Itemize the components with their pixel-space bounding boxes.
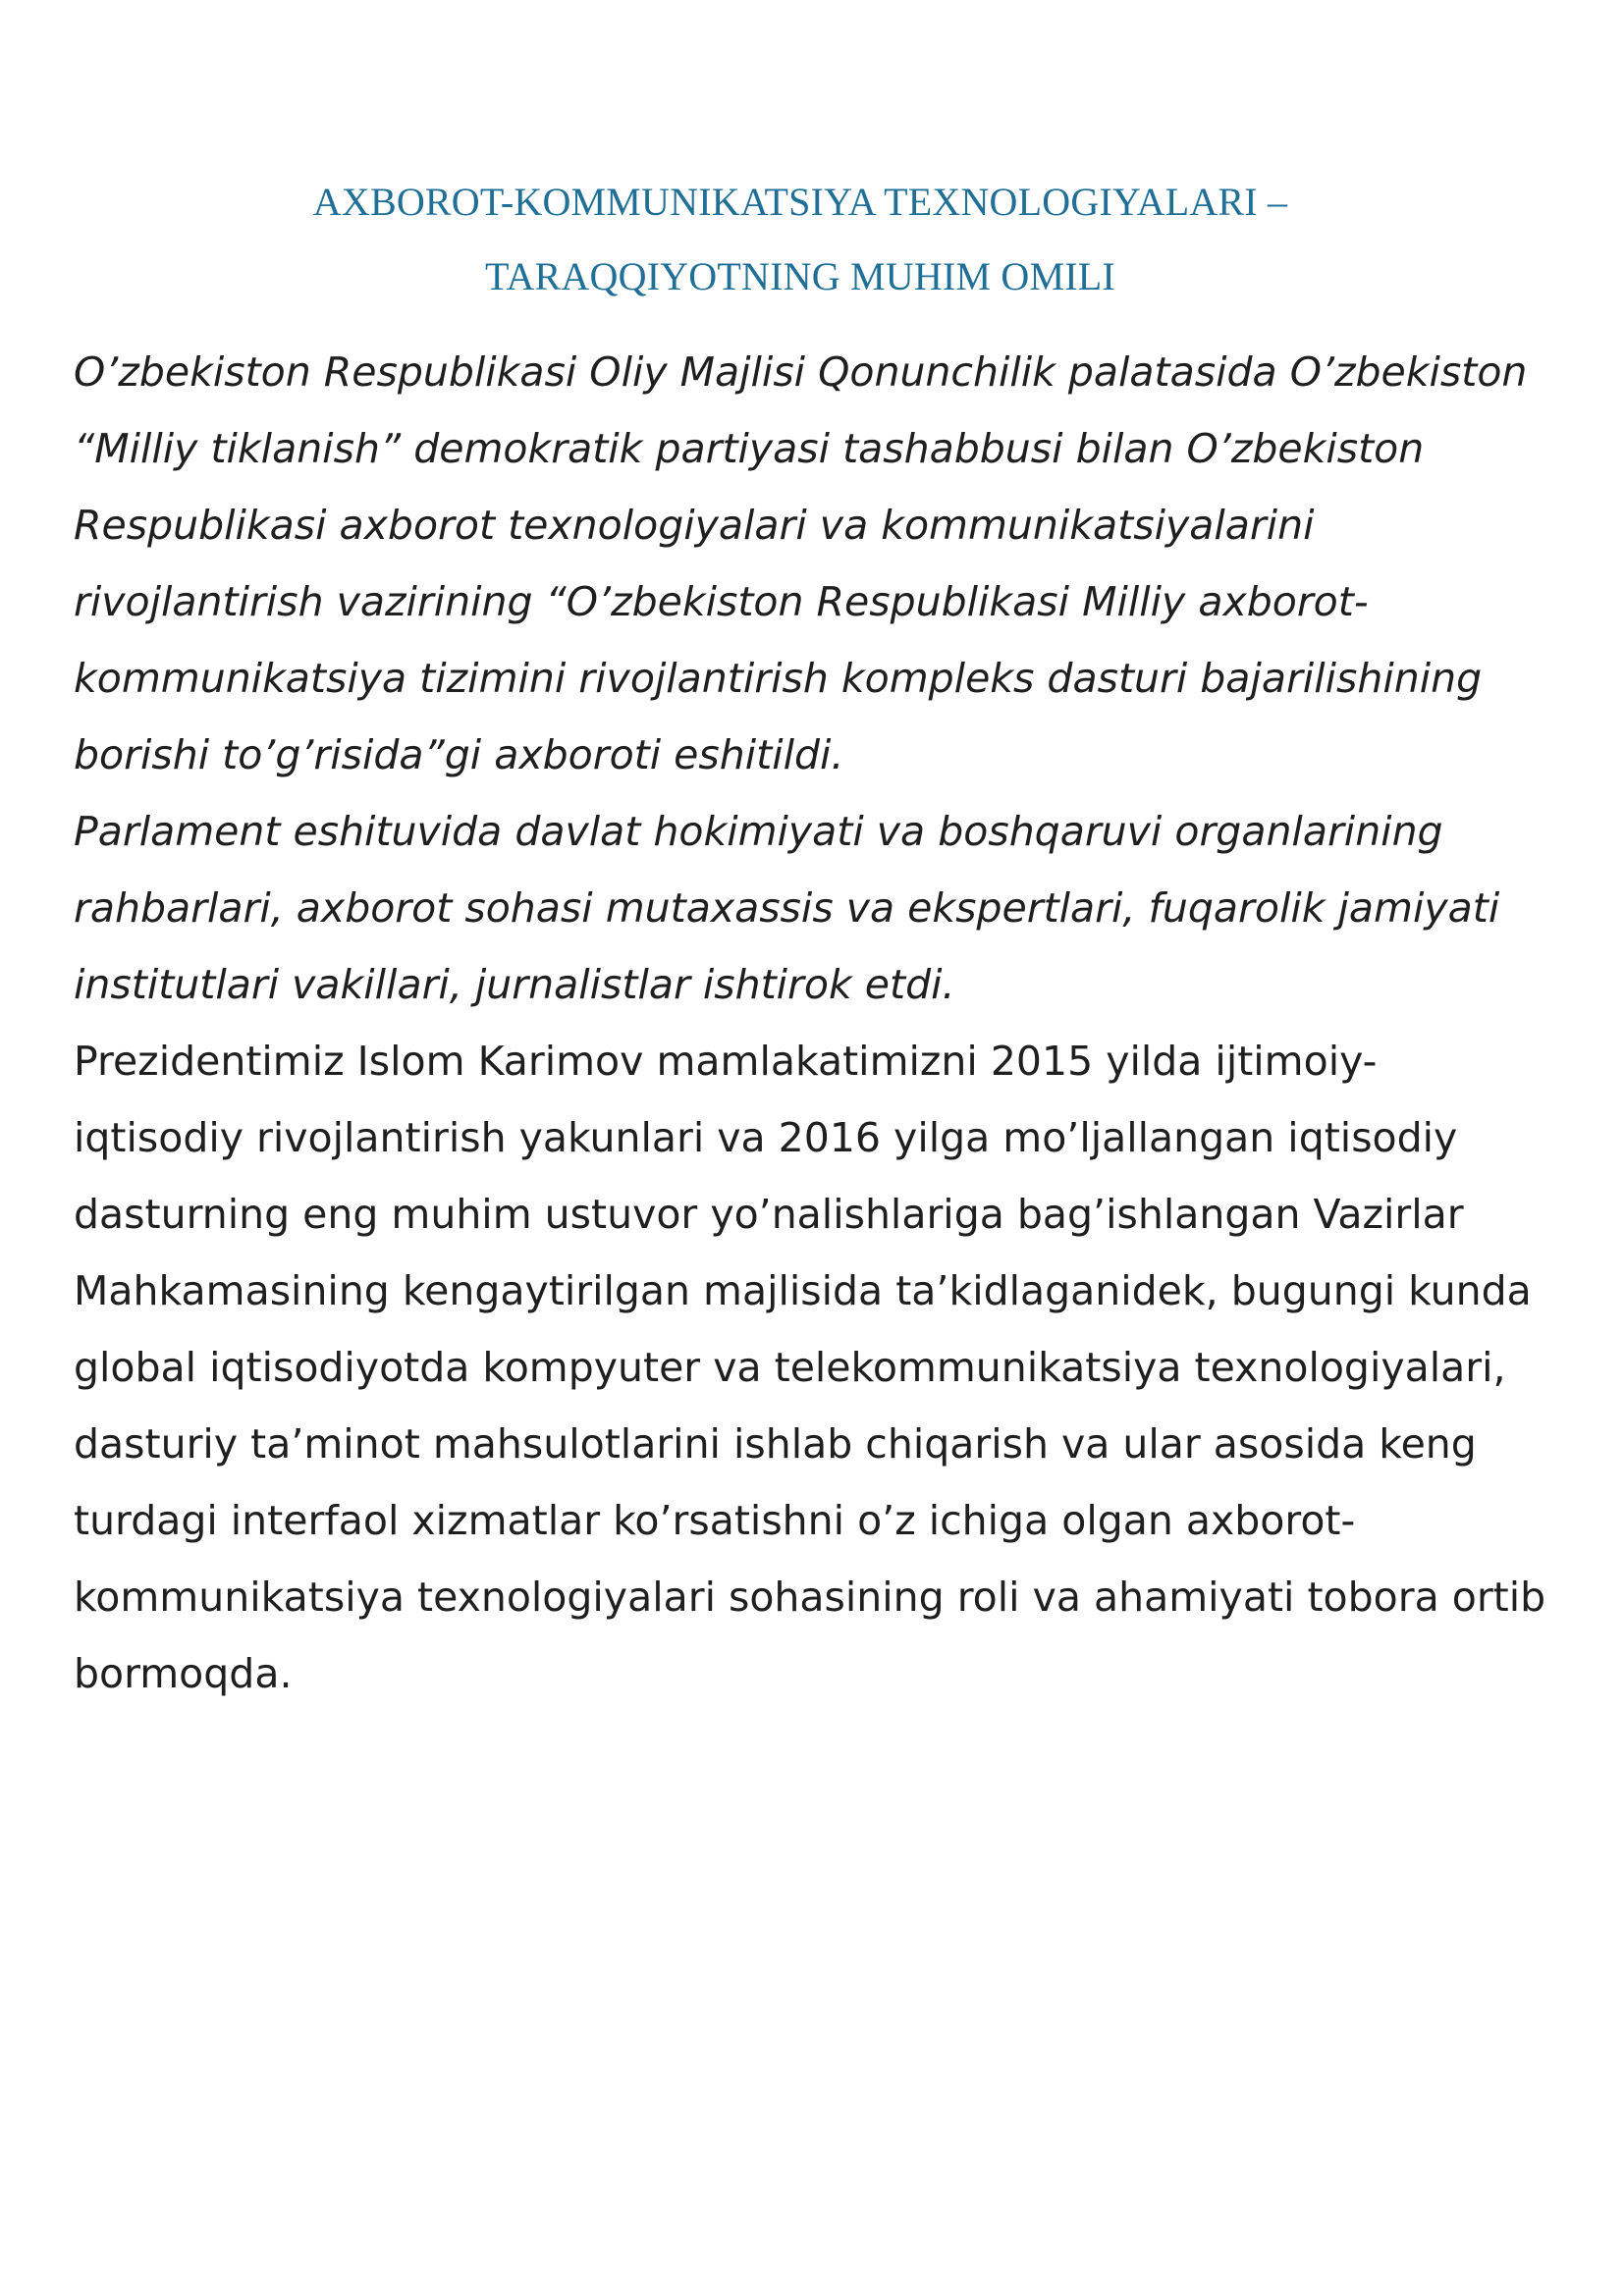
paragraph-2 bbox=[74, 793, 1546, 1023]
paragraph-3-line: iqtisodiy rivojlantirish yakunlari va 2016 yilga mo’ljallangan iqtisodiy bbox=[74, 1114, 1458, 1161]
paragraph-3-line: kommunikatsiya texnologiyalari sohasining roli va ahamiyati tobora ortib bbox=[74, 1574, 1546, 1621]
title-line-2: TARAQQIYOTNING MUHIM OMILI bbox=[485, 254, 1115, 298]
paragraph-3 bbox=[74, 1023, 1546, 1712]
paragraph-3-line: dasturiy ta’minot mahsulotlarini ishlab chiqarish va ular asosida keng bbox=[74, 1420, 1477, 1468]
paragraph-3-line: Prezidentimiz Islom Karimov mamlakatimizni 2015 yilda ijtimoiy- bbox=[74, 1038, 1378, 1085]
document-title bbox=[74, 165, 1527, 314]
document-body bbox=[74, 334, 1546, 1712]
paragraph-1-line: rivojlantirish vazirining “O’zbekiston Respublikasi Milliy axborot- bbox=[74, 578, 1369, 625]
paragraph-1-line: borishi to’g’risida”gi axboroti eshitildi. bbox=[74, 731, 844, 778]
paragraph-1-line: kommunikatsiya tizimini rivojlantirish kompleks dasturi bajarilishining bbox=[74, 655, 1483, 702]
title-line-1: AXBOROT-KOMMUNIKATSIYA TEXNOLOGIYALARI – bbox=[312, 180, 1288, 224]
paragraph-3-line: global iqtisodiyotda kompyuter va telekommunikatsiya texnologiyalari, bbox=[74, 1344, 1506, 1391]
paragraph-2-line: Parlament eshituvida davlat hokimiyati va boshqaruvi organlarining bbox=[74, 808, 1443, 855]
paragraph-1 bbox=[74, 334, 1546, 793]
paragraph-3-line: Mahkamasining kengaytirilgan majlisida ta’kidlaganidek, bugungi kunda bbox=[74, 1267, 1532, 1314]
paragraph-3-line: bormoqda. bbox=[74, 1650, 293, 1697]
paragraph-3-line: turdagi interfaol xizmatlar ko’rsatishni o’z ichiga olgan axborot- bbox=[74, 1497, 1356, 1544]
paragraph-2-line: institutlari vakillari, jurnalistlar ishtirok etdi. bbox=[74, 961, 955, 1008]
paragraph-2-line: rahbarlari, axborot sohasi mutaxassis va ekspertlari, fuqarolik jamiyati bbox=[74, 884, 1500, 932]
paragraph-1-line: “Milliy tiklanish” demokratik partiyasi tashabbusi bilan O’zbekiston bbox=[74, 425, 1425, 472]
paragraph-1-line: Respublikasi axborot texnologiyalari va kommunikatsiyalarini bbox=[74, 502, 1315, 549]
paragraph-1-line: O’zbekiston Respublikasi Oliy Majlisi Qonunchilik palatasida O’zbekiston bbox=[74, 348, 1528, 396]
paragraph-3-line: dasturning eng muhim ustuvor yo’nalishlariga bag’ishlangan Vazirlar bbox=[74, 1191, 1464, 1238]
